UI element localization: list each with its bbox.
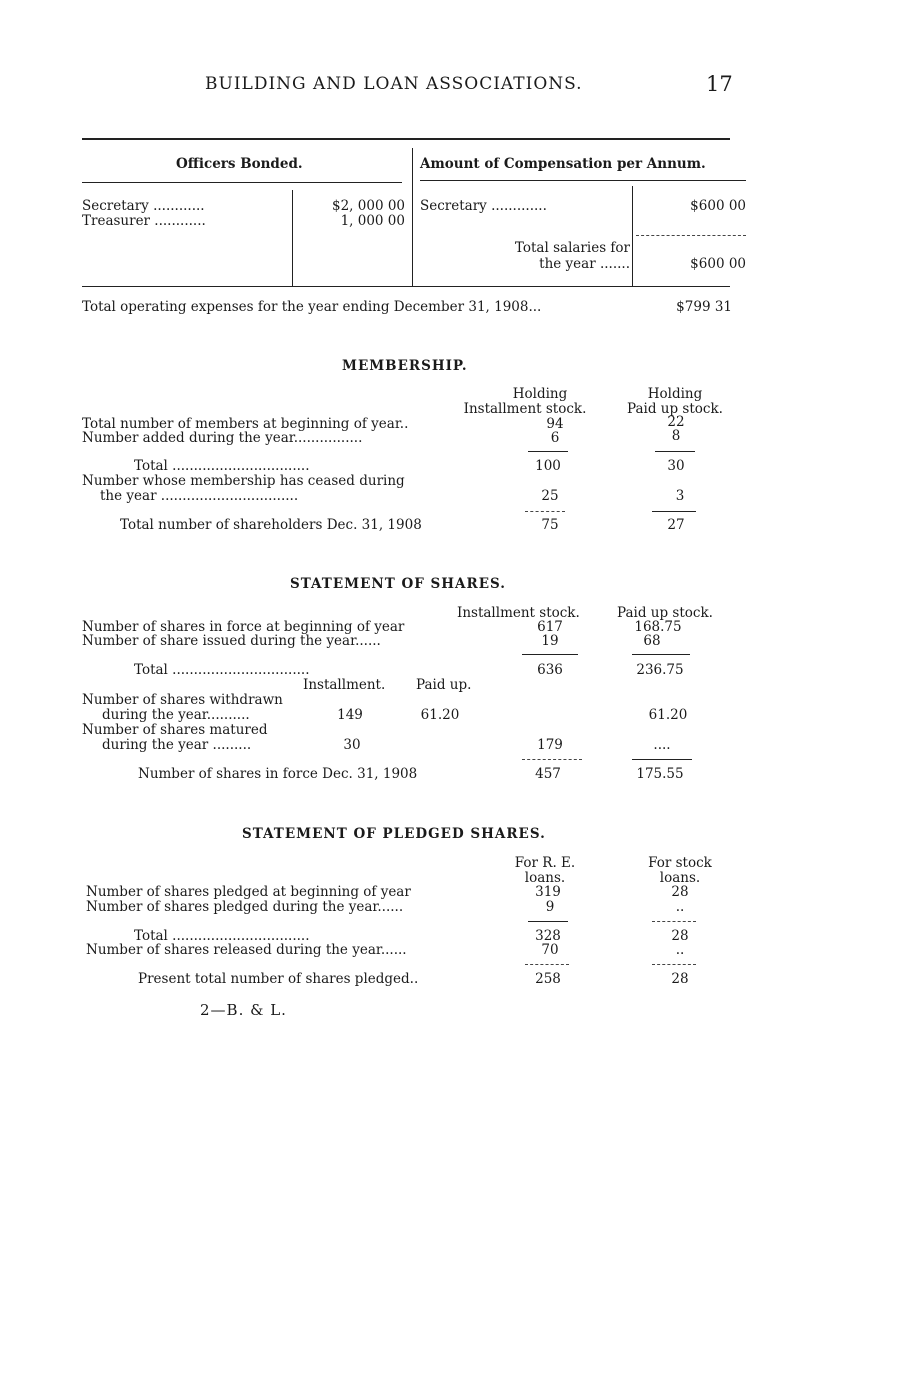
pledged-value: 70: [541, 942, 559, 958]
sum-rule: [652, 921, 696, 922]
membership-value: 100: [535, 458, 561, 474]
shares-total-label: Total ................................: [134, 662, 310, 678]
pledged-value: 28: [671, 884, 689, 900]
total-salaries-label: the year .......: [539, 256, 630, 272]
shareholders-label: Total number of shareholders Dec. 31, 1908: [120, 517, 422, 533]
membership-value: 25: [541, 488, 559, 504]
sum-rule: [525, 964, 569, 965]
shares-value: 168.75: [634, 619, 682, 635]
shares-col2-header: Paid up stock.: [617, 605, 713, 621]
table-row: Number of share issued during the year......: [82, 633, 381, 649]
sum-rule: [652, 511, 696, 512]
running-header: BUILDING AND LOAN ASSOCIATIONS.: [205, 74, 583, 94]
sum-rule: [528, 451, 568, 452]
shares-value: 636: [537, 662, 563, 678]
pledged-present-label: Present total number of shares pledged..: [138, 971, 419, 987]
pledged-value: 319: [535, 884, 561, 900]
total-salaries-label: Total salaries for: [514, 240, 630, 256]
table-row: Number of shares pledged at beginning of year: [86, 884, 411, 900]
compensation-subtotal-rule: [636, 235, 746, 236]
sum-rule: [522, 759, 582, 760]
shares-value: 68: [643, 633, 661, 649]
shares-in-force-label: Number of shares in force Dec. 31, 1908: [138, 766, 418, 782]
pledged-col2-header: loans.: [659, 870, 701, 886]
pledged-total-label: Total ................................: [134, 928, 310, 944]
shares-sub-header: Installment.: [303, 677, 386, 693]
total-salaries-amount: $600 00: [690, 256, 746, 272]
officers-bonded-header: Officers Bonded.: [176, 156, 303, 172]
bonded-row-label: Treasurer ............: [82, 213, 206, 229]
shares-value: 457: [535, 766, 561, 782]
compensation-header: Amount of Compensation per Annum.: [420, 156, 706, 172]
membership-col1-header: Holding: [512, 386, 568, 402]
membership-value: 75: [541, 517, 559, 533]
table-row: Number added during the year................: [82, 430, 363, 446]
shares-value: 61.20: [648, 707, 688, 723]
sum-rule: [522, 654, 578, 655]
shares-value: 61.20: [420, 707, 460, 723]
shares-value: 175.55: [636, 766, 684, 782]
sum-rule: [632, 759, 692, 760]
pledged-col1-header: loans.: [524, 870, 566, 886]
page-number: 17: [706, 72, 733, 96]
officers-top-rule: [82, 138, 730, 140]
bonded-row-amount: $2, 000 00: [332, 198, 405, 214]
shares-col1-header: Installment stock.: [457, 605, 580, 621]
sum-rule: [525, 511, 565, 512]
shares-value: 30: [343, 737, 361, 753]
pledged-value: 28: [671, 928, 689, 944]
officers-right-header-rule: [420, 180, 746, 181]
membership-value: 3: [675, 488, 685, 504]
shares-sub-header: Paid up.: [416, 677, 472, 693]
compensation-row-amount: $600 00: [690, 198, 746, 214]
shares-title: STATEMENT OF SHARES.: [290, 576, 506, 592]
membership-value: 30: [667, 458, 685, 474]
table-row: Total number of members at beginning of year..: [82, 416, 409, 432]
pledged-value: 9: [545, 899, 555, 915]
bonded-row-amount: 1, 000 00: [340, 213, 405, 229]
sum-rule: [528, 921, 568, 922]
officers-center-divider: [412, 148, 413, 286]
membership-col2-header: Paid up stock.: [627, 401, 723, 417]
membership-value: 27: [667, 517, 685, 533]
membership-value: 94: [546, 416, 564, 432]
officers-left-col-divider: [292, 190, 293, 286]
operating-expenses-label: Total operating expenses for the year ending December 31, 1908...: [82, 299, 542, 315]
shares-matured-label: Number of shares matured: [82, 722, 268, 738]
sum-rule: [632, 654, 690, 655]
membership-col1-header: Installment stock.: [463, 401, 587, 417]
shares-withdrawn-label: during the year..........: [102, 707, 250, 723]
pledged-value: ..: [675, 899, 685, 915]
sum-rule: [652, 964, 696, 965]
compensation-row-label: Secretary .............: [420, 198, 547, 214]
membership-total-label: Total ................................: [134, 458, 310, 474]
membership-ceased-label: Number whose membership has ceased during: [82, 473, 405, 489]
membership-value: 22: [667, 414, 685, 430]
pledged-value: ..: [675, 942, 685, 958]
membership-value: 8: [671, 428, 681, 444]
shares-withdrawn-label: Number of shares withdrawn: [82, 692, 283, 708]
membership-title: MEMBERSHIP.: [342, 358, 468, 374]
pledged-value: 28: [671, 971, 689, 987]
pledged-value: 328: [535, 928, 561, 944]
bonded-row-label: Secretary ............: [82, 198, 205, 214]
membership-value: 6: [550, 430, 560, 446]
shares-value: 19: [541, 633, 559, 649]
officers-right-col-divider: [632, 186, 633, 286]
operating-expenses-amount: $799 31: [676, 299, 732, 315]
membership-ceased-label: the year ................................: [100, 488, 299, 504]
shares-value: 617: [537, 619, 563, 635]
table-row: Number of shares in force at beginning of year: [82, 619, 405, 635]
shares-value: 149: [337, 707, 363, 723]
officers-left-header-rule: [82, 182, 402, 183]
table-row: Number of shares pledged during the year......: [86, 899, 404, 915]
pledged-col1-header: For R. E.: [514, 855, 576, 871]
signature-mark: 2—B. & L.: [200, 1001, 287, 1019]
pledged-title: STATEMENT OF PLEDGED SHARES.: [242, 826, 546, 842]
pledged-col2-header: For stock: [648, 855, 712, 871]
membership-col2-header: Holding: [647, 386, 703, 402]
shares-matured-label: during the year .........: [102, 737, 252, 753]
shares-value: ....: [653, 737, 671, 753]
officers-bottom-rule: [82, 286, 730, 287]
pledged-released-label: Number of shares released during the year......: [86, 942, 407, 958]
shares-value: 179: [537, 737, 563, 753]
shares-value: 236.75: [636, 662, 684, 678]
pledged-value: 258: [535, 971, 561, 987]
sum-rule: [655, 451, 695, 452]
